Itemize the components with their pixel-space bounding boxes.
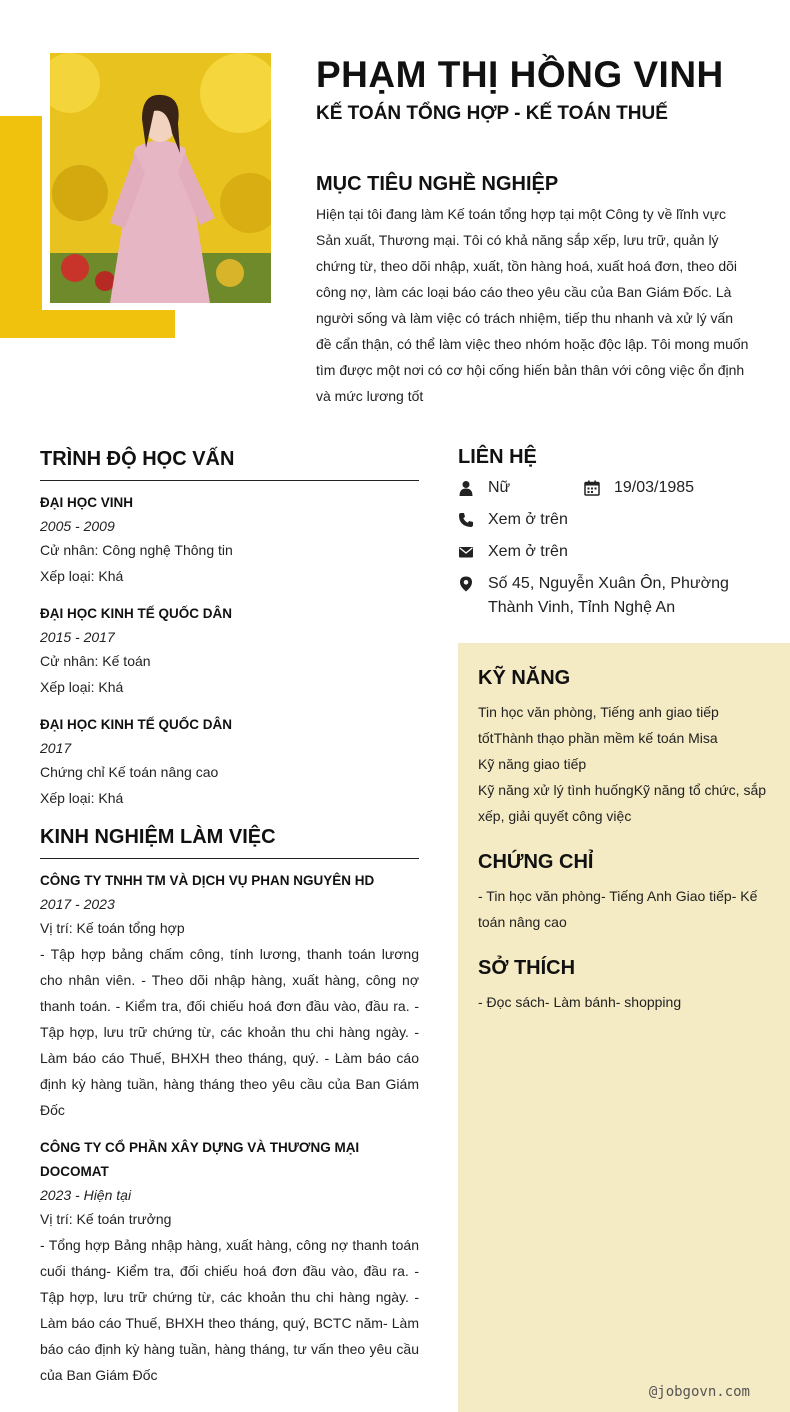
grade: Xếp loại: Khá: [40, 790, 124, 806]
email-value: Xem ở trên: [488, 543, 568, 560]
hobbies-title: SỞ THÍCH: [478, 957, 576, 979]
watermark-text: @jobgovn.com: [648, 1384, 750, 1400]
experience-section: [40, 824, 419, 1388]
candidate-role: KẾ TOÁN TỔNG HỢP - KẾ TOÁN THUẾ: [316, 103, 668, 124]
degree: Cử nhân: Công nghệ Thông tin: [40, 542, 233, 558]
email-row: [458, 540, 758, 564]
birthdate-value: 19/03/1985: [614, 479, 695, 496]
phone-icon: [458, 508, 474, 532]
education-section: [40, 446, 419, 811]
school-name: ĐẠI HỌC KINH TẾ QUỐC DÂN: [40, 717, 232, 732]
degree: Chứng chỉ Kế toán nâng cao: [40, 764, 219, 780]
objective-text: Hiện tại tôi đang làm Kế toán tổng hợp tại một Công ty về lĩnh vực Sản xuất, Thương mại. Tôi có khả năng sắp xếp, lưu trữ, quản lý chứng từ, theo dõi nhập, xuất, tồn hàng hoá, xuất hoá đơn, theo dõi công nợ, làm các loại báo cáo theo yêu cầu của Ban Giám Đốc. Là người sống và làm việc có trách nhiệm, tiếp thu nhanh và xử lý vấn đề cẩn thận, có thể làm việc theo nhóm hoặc độc lập. Tôi mong muốn tìm được một nơi có cơ hội cống hiến bản thân với công việc ổn định và mức lương tốt: [316, 206, 749, 404]
education-title: TRÌNH ĐỘ HỌC VẤN: [40, 446, 419, 481]
study-period: 2017: [40, 740, 72, 756]
job-position: Vị trí: Kế toán tổng hợp: [40, 920, 185, 936]
school-name: ĐẠI HỌC VINH: [40, 495, 134, 510]
company-name: CÔNG TY CỔ PHẦN XÂY DỰNG VÀ THƯƠNG MẠI DOCOMAT: [40, 1140, 360, 1179]
skills-section: [478, 665, 770, 829]
accent-bar-horizontal: [0, 310, 175, 338]
job-description: - Tổng hợp Bảng nhập hàng, xuất hàng, công nợ thanh toán cuối tháng- Kiểm tra, đối chiếu hoá đơn đầu vào, đầu ra. - Tập hợp, lưu trữ chứng từ, các khoản thu chi hàng ngày. - Làm báo cáo Thuế, BHXH theo tháng, quý, BCTC năm- Làm báo cáo định kỳ hàng tuần, hàng tháng, tư vấn theo yêu cầu của Ban Giám Đốc: [40, 1237, 419, 1383]
certificates-section: [478, 849, 770, 935]
hobbies-text: - Đọc sách- Làm bánh- shopping: [478, 994, 682, 1010]
contact-section: [458, 444, 758, 628]
address-value: Số 45, Nguyễn Xuân Ôn, Phường Thành Vinh, Tỉnh Nghệ An: [488, 575, 729, 616]
education-entry: [40, 491, 419, 589]
work-period: 2017 - 2023: [40, 896, 115, 912]
hobbies-section: [478, 955, 770, 1015]
job-position: Vị trí: Kế toán trưởng: [40, 1211, 172, 1227]
resume-header: [316, 54, 766, 126]
company-name: CÔNG TY TNHH TM VÀ DỊCH VỤ PHAN NGUYÊN HD: [40, 873, 375, 888]
skills-title: KỸ NĂNG: [478, 667, 571, 689]
school-name: ĐẠI HỌC KINH TẾ QUỐC DÂN: [40, 606, 232, 621]
gender-birth-row: [458, 476, 758, 500]
mail-icon: [458, 540, 474, 564]
accent-bar-vertical: [0, 116, 42, 338]
job-description: - Tập hợp bảng chấm công, tính lương, thanh toán lương cho nhân viên. - Theo dõi nhập hàng, xuất hàng, công nợ thanh toán. - Kiểm tra, đối chiếu hoá đơn đầu vào, đầu ra. - Tập hợp, lưu trữ chứng từ, các khoản thu chi hàng ngày. - Làm báo cáo Thuế, BHXH theo tháng, quý. - Làm báo cáo định kỳ hàng tuần, hàng tháng theo yêu cầu của Ban Giám Đốc: [40, 946, 419, 1118]
profile-photo: [50, 53, 271, 303]
grade: Xếp loại: Khá: [40, 568, 124, 584]
side-panel: [458, 643, 790, 1412]
education-entry: [40, 713, 419, 811]
certificates-text: - Tin học văn phòng- Tiếng Anh Giao tiếp- Kế toán nâng cao: [478, 888, 758, 930]
skills-text: Tin học văn phòng, Tiếng anh giao tiếp tốtThành thạo phần mềm kế toán Misa Kỹ năng giao tiếp Kỹ năng xử lý tình huốngKỹ năng tổ chức, sắp xếp, giải quyết công việc: [478, 704, 767, 824]
experience-entry: [40, 1136, 419, 1388]
phone-value: Xem ở trên: [488, 511, 568, 528]
location-pin-icon: [458, 572, 474, 596]
study-period: 2005 - 2009: [40, 518, 115, 534]
work-period: 2023 - Hiện tại: [40, 1187, 132, 1203]
career-objective-section: [316, 171, 752, 409]
education-entry: [40, 602, 419, 700]
grade: Xếp loại: Khá: [40, 679, 124, 695]
calendar-icon: [584, 476, 600, 500]
study-period: 2015 - 2017: [40, 629, 115, 645]
experience-entry: [40, 869, 419, 1123]
certificates-title: CHỨNG CHỈ: [478, 851, 594, 873]
degree: Cử nhân: Kế toán: [40, 653, 151, 669]
objective-title: MỤC TIÊU NGHỀ NGHIỆP: [316, 173, 559, 195]
contact-title: LIÊN HỆ: [458, 446, 537, 468]
phone-row: [458, 508, 758, 532]
address-row: [458, 572, 758, 620]
person-icon: [458, 476, 474, 500]
left-column: [40, 446, 419, 1401]
candidate-name: PHẠM THỊ HỒNG VINH: [316, 54, 724, 95]
gender-value: Nữ: [488, 479, 511, 496]
experience-title: KINH NGHIỆM LÀM VIỆC: [40, 824, 419, 859]
